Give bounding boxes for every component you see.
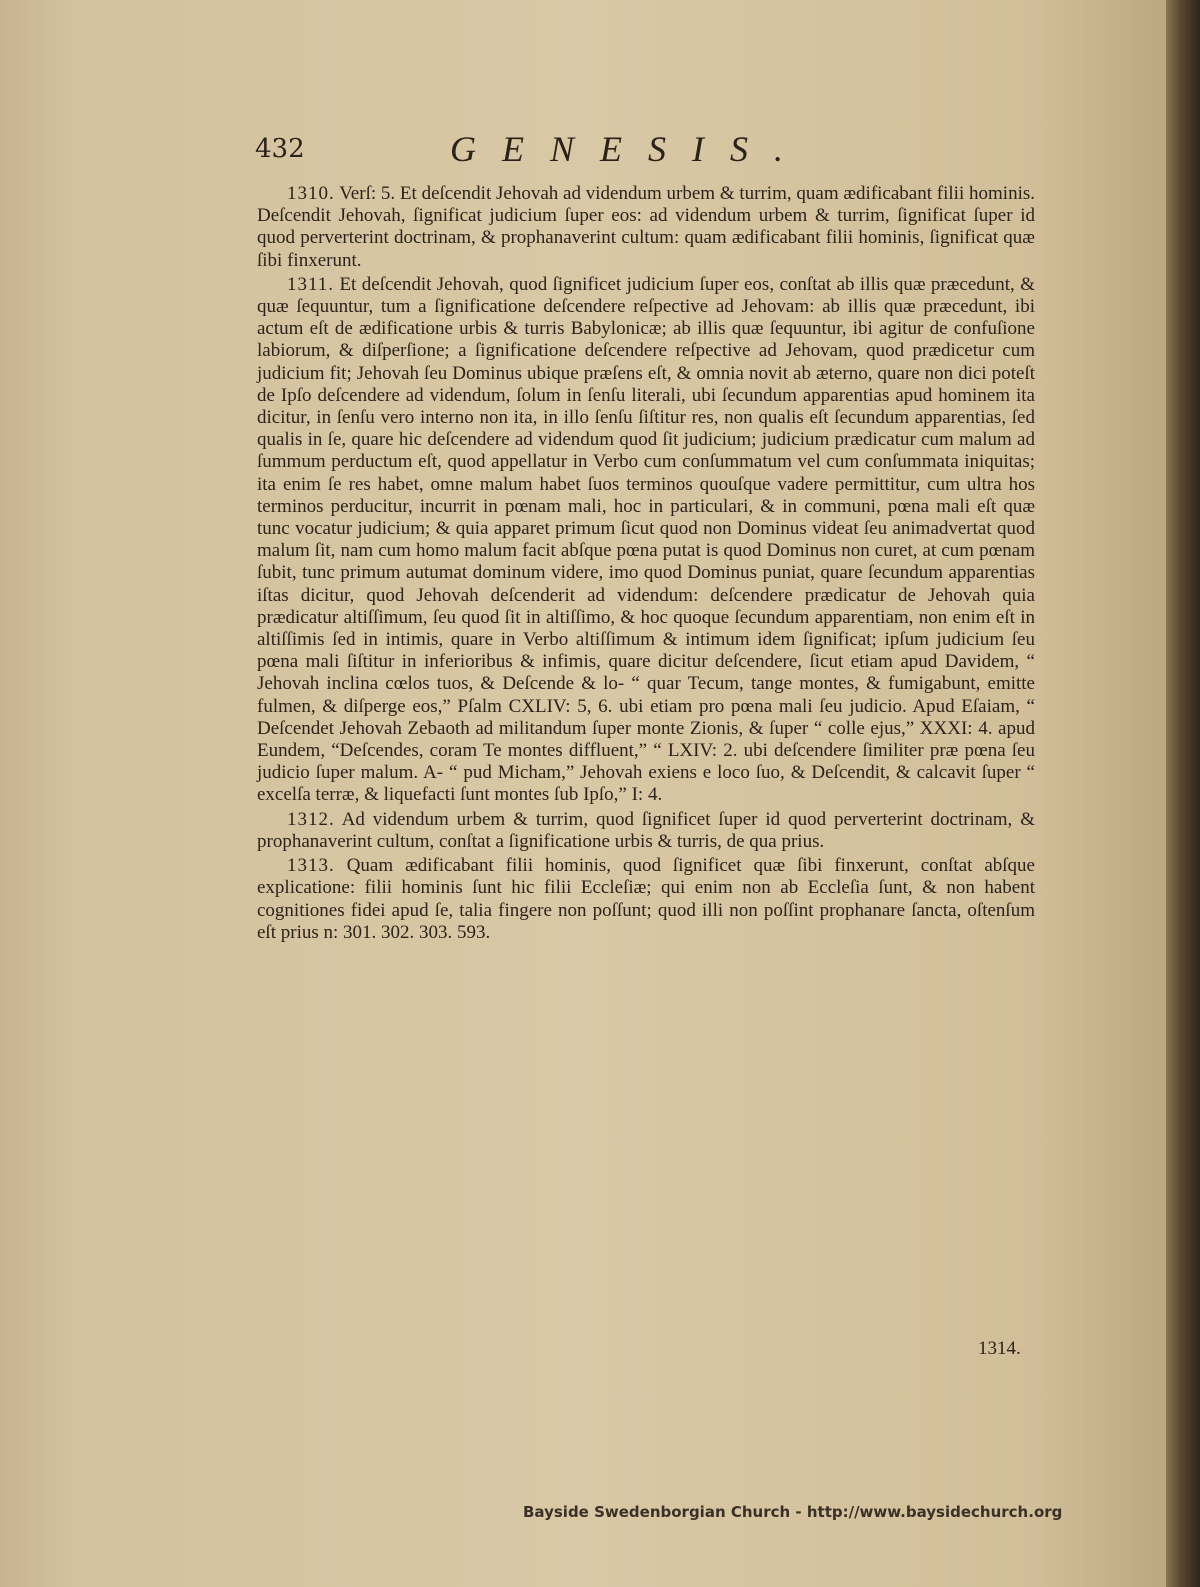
paragraph-1312: [257, 809, 1035, 853]
paragraph-1313: [257, 855, 1035, 944]
running-title: GENESIS.: [450, 129, 809, 169]
paragraph-number: 1313.: [287, 855, 335, 877]
watermark-text: Bayside Swedenborgian Church - http://www.baysidechurch.org: [523, 1503, 1063, 1521]
page-number: 432: [255, 134, 305, 164]
page-header: [255, 128, 1055, 176]
paragraph-text: Verſ: 5. Et deſcendit Jehovah ad videndum urbem & turrim, quam ædificabant filii hominis. Deſcendit Jehovah, ſignificat judicium ſuper eos: ad videndum urbem & turrim, ſignificat ſuper id quod perverterint doctrinam, & prophanaverint cultum: quam ædificabant filii hominis, ſignificat quæ ſibi finxerunt.: [257, 183, 1035, 271]
catchword: 1314.: [978, 1338, 1021, 1359]
paragraph-1311: [257, 274, 1035, 807]
book-spine-shadow: [1166, 0, 1200, 1587]
paragraph-text: Ad videndum urbem & turrim, quod ſignificet ſuper id quod perverterint doctrinam, & prophanaverint cultum, conſtat a ſignificatione urbis & turris, de qua prius.: [257, 808, 1035, 852]
body-text: [257, 183, 1035, 946]
paragraph-1310: [257, 183, 1035, 272]
paragraph-text: Et deſcendit Jehovah, quod ſignificet judicium ſuper eos, conſtat ab illis quæ præcedunt, & quæ ſequuntur, tum a ſignificatione deſcendere reſpective ad Jehovam: ab illis quæ præcedunt, ibi actum eſt de ædificatione urbis & turris Babylonicæ; ab illis quæ ſequuntur, ibi agitur de confuſione labiorum, & diſperſione; a ſignificatione deſcendere reſpective ad Jehovam, quod prædicetur cum judicium fit; Jehovah ſeu Dominus ubique præſens eſt, & omnia novit ab æterno, quare non dici poteſt de Ipſo deſcendere ad videndum, ſolum in ſenſu literali, ubi ſecundum apparentias apud hominem ita dicitur, in ſenſu vero interno non ita, in illo ſenſu ſiſtitur res, non qualis eſt ſecundum apparentias, ſed qualis in ſe, quare hic deſcendere ad videndum quod ſit judicium; judicium prædicatur cum malum ad ſummum perductum eſt, quod appellatur in Verbo cum conſummatum vel cum conſummata iniquitas; ita enim ſe res habet, omne malum habet ſuos terminos quouſque vadere permittitur, cum ultra hos terminos perducitur, incurrit in pœnam mali, hoc in particulari, & in communi, pœna mali eſt quæ tunc vocatur judicium; & quia apparet primum ſicut quod non Dominus videat ſeu animadvertat quod malum ſit, nam cum homo malum facit abſque pœna putat is quod Dominus non curet, at cum pœnam ſubit, tunc primum autumat dominum videre, imo quod Dominus puniat, quare ſecundum apparentias iſtas dicitur, quod Jehovah deſcenderit ad videndum: deſcendere prædicatur de Jehovah quia prædicatur altiſſimum, ſeu quod ſit in altiſſimo, & hoc quoque ſecundum apparentiam, non enim eſt in altiſſimis ſed in intimis, quare in Verbo altiſſimum & intimum idem ſignificat; ipſum judicium ſeu pœna mali ſiſtitur in inferioribus & infimis, quare dicitur deſcendere, ſicut etiam apud Davidem, “ Jehovah inclina cœlos tuos, & Deſcende & lo- “ quar Tecum, tange montes, & fumigabunt, emitte fulmen, & diſperge eos,” Pſalm CXLIV: 5, 6. ubi etiam pro pœna mali ſeu judicio. Apud Eſaiam, “ Deſcendet Jehovah Zebaoth ad militandum ſuper monte Zionis, & ſuper “ colle ejus,” XXXI: 4. apud Eundem, “Deſcendes, coram Te montes diffluent,” “ LXIV: 2. ubi deſcendere ſimiliter præ pœna ſeu judicio ſuper malum. A- “ pud Micham,” Jehovah exiens e loco ſuo, & Deſcendit, & calcavit ſuper “ excelſa terræ, & liquefacti ſunt montes ſub Ipſo,” I: 4.: [257, 273, 1035, 806]
paragraph-number: 1311.: [287, 273, 335, 295]
paragraph-number: 1310.: [287, 183, 335, 204]
paragraph-text: Quam ædificabant filii hominis, quod ſignificet quæ ſibi finxerunt, conſtat abſque explicatione: filii hominis ſunt hic filii Eccleſiæ; qui enim non ab Eccleſia ſunt, & non habent cognitiones fidei apud ſe, talia fingere non poſſunt; quod illi non poſſint prophanare ſancta, oſtenſum eſt prius n: 301. 302. 303. 593.: [257, 855, 1035, 943]
paragraph-number: 1312.: [287, 808, 335, 830]
